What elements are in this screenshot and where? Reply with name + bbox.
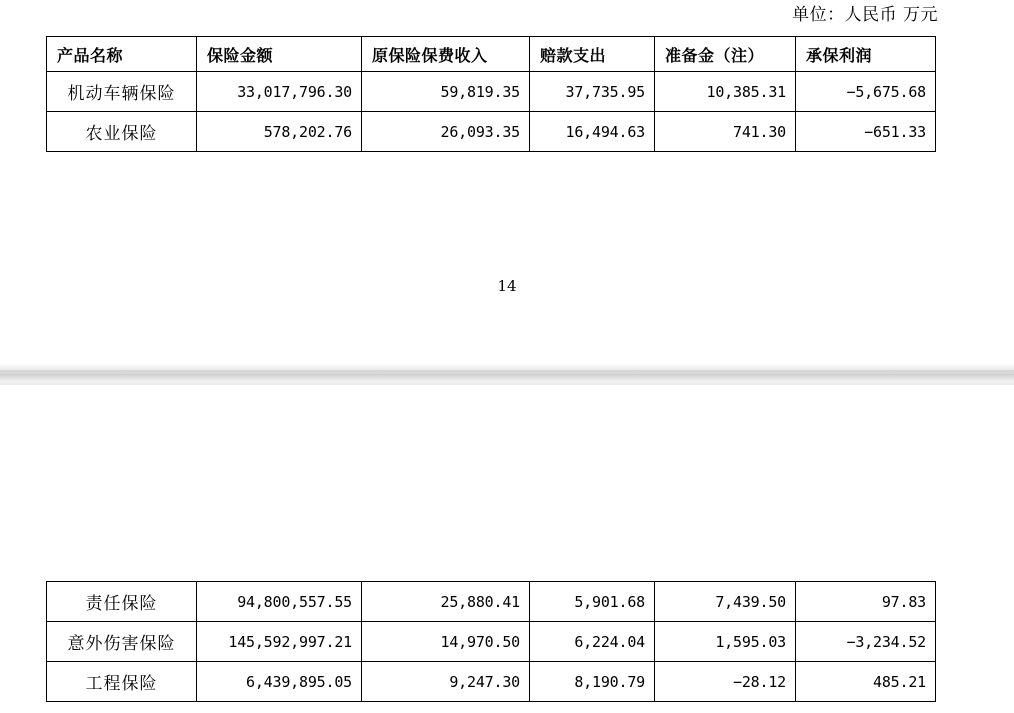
page-number: 14 bbox=[497, 277, 517, 295]
cell-premium-income: 26,093.35 bbox=[362, 112, 530, 152]
cell-reserves: 7,439.50 bbox=[655, 582, 796, 622]
cell-product-name: 责任保险 bbox=[47, 582, 197, 622]
table-row bbox=[47, 582, 936, 622]
cell-insured-amount: 33,017,796.30 bbox=[197, 72, 362, 112]
cell-underwriting-profit: −3,234.52 bbox=[796, 622, 936, 662]
cell-premium-income: 14,970.50 bbox=[362, 622, 530, 662]
cell-claims-paid: 5,901.68 bbox=[530, 582, 655, 622]
cell-insured-amount: 6,439,895.05 bbox=[197, 662, 362, 702]
cell-premium-income: 25,880.41 bbox=[362, 582, 530, 622]
page-fold-divider bbox=[0, 355, 1014, 391]
column-header-product-name: 产品名称 bbox=[47, 37, 197, 72]
cell-underwriting-profit: 485.21 bbox=[796, 662, 936, 702]
cell-product-name: 意外伤害保险 bbox=[47, 622, 197, 662]
cell-insured-amount: 94,800,557.55 bbox=[197, 582, 362, 622]
column-header-underwriting-profit: 承保利润 bbox=[796, 37, 936, 72]
table-row bbox=[47, 112, 936, 152]
table-row bbox=[47, 662, 936, 702]
unit-note: 单位：人民币 万元 bbox=[792, 5, 938, 25]
cell-product-name: 农业保险 bbox=[47, 112, 197, 152]
cell-claims-paid: 6,224.04 bbox=[530, 622, 655, 662]
cell-reserves: 741.30 bbox=[655, 112, 796, 152]
cell-product-name: 工程保险 bbox=[47, 662, 197, 702]
column-header-premium-income: 原保险保费收入 bbox=[362, 37, 530, 72]
cell-reserves: 10,385.31 bbox=[655, 72, 796, 112]
column-header-reserves: 准备金（注） bbox=[655, 37, 796, 72]
table-header-row bbox=[47, 37, 936, 72]
insurance-products-table-bottom bbox=[46, 581, 936, 702]
cell-product-name: 机动车辆保险 bbox=[47, 72, 197, 112]
cell-premium-income: 59,819.35 bbox=[362, 72, 530, 112]
column-header-insured-amount: 保险金额 bbox=[197, 37, 362, 72]
cell-insured-amount: 145,592,997.21 bbox=[197, 622, 362, 662]
cell-claims-paid: 37,735.95 bbox=[530, 72, 655, 112]
table-row bbox=[47, 72, 936, 112]
table-row bbox=[47, 622, 936, 662]
cell-insured-amount: 578,202.76 bbox=[197, 112, 362, 152]
cell-reserves: 1,595.03 bbox=[655, 622, 796, 662]
column-header-claims-paid: 赔款支出 bbox=[530, 37, 655, 72]
cell-underwriting-profit: 97.83 bbox=[796, 582, 936, 622]
cell-underwriting-profit: −5,675.68 bbox=[796, 72, 936, 112]
cell-premium-income: 9,247.30 bbox=[362, 662, 530, 702]
cell-claims-paid: 16,494.63 bbox=[530, 112, 655, 152]
insurance-products-table-top bbox=[46, 36, 936, 152]
cell-reserves: −28.12 bbox=[655, 662, 796, 702]
cell-claims-paid: 8,190.79 bbox=[530, 662, 655, 702]
cell-underwriting-profit: −651.33 bbox=[796, 112, 936, 152]
